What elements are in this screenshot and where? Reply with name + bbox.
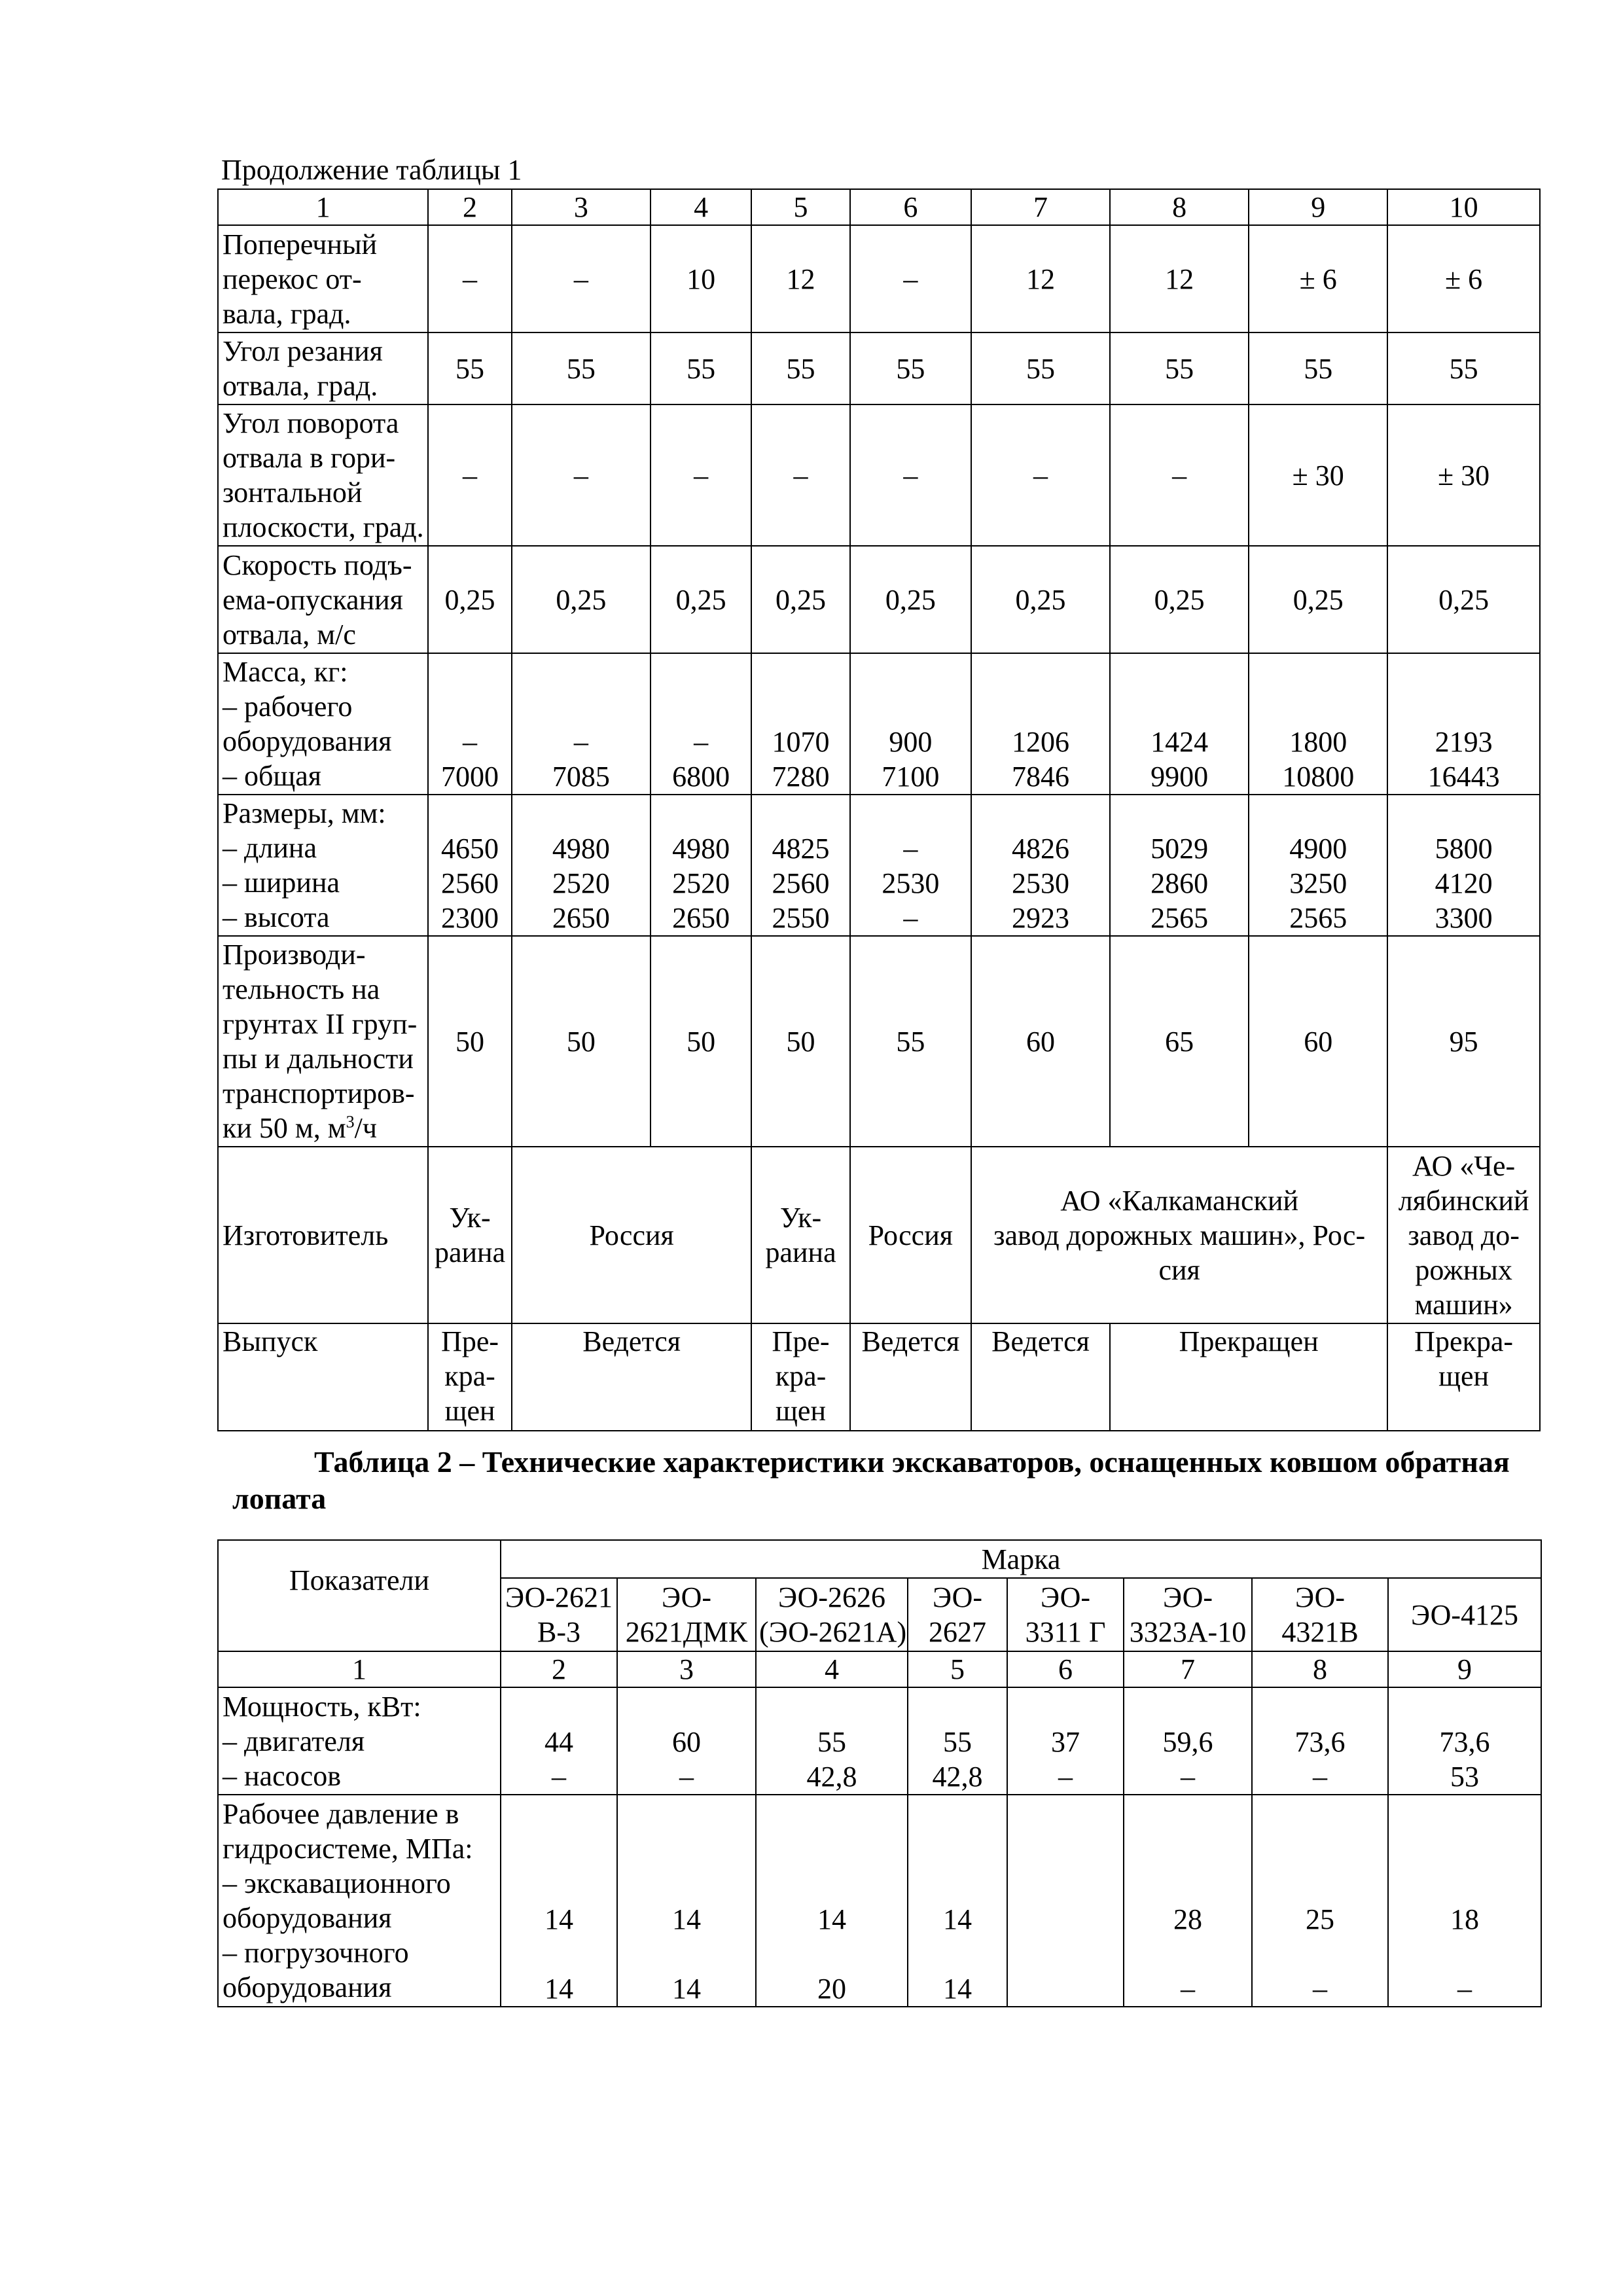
table-cell: 4900 3250 2565: [1249, 795, 1387, 936]
table-cell: – 6800: [651, 653, 751, 795]
table-cell: 4826 2530 2923: [971, 795, 1110, 936]
table-cell: Ведется: [850, 1323, 971, 1431]
model-header: ЭО- 2621ДМК: [617, 1578, 756, 1651]
table-cell: 2193 16443: [1387, 653, 1540, 795]
row-label-unit: /ч: [354, 1112, 377, 1144]
table-cell: 4650 2560 2300: [428, 795, 512, 936]
table-cell: Ведется: [512, 1323, 752, 1431]
table-cell: 4980 2520 2650: [512, 795, 651, 936]
table1-colnum: 6: [850, 189, 971, 225]
table-cell: –: [850, 225, 971, 332]
table1-row-lift-speed: [218, 546, 1540, 653]
table-cell: 0,25: [1387, 546, 1540, 653]
table2-colnum: 4: [756, 1651, 908, 1687]
row-label: Поперечный перекос от- вала, град.: [218, 225, 428, 332]
table-cell: 55 42,8: [908, 1687, 1007, 1795]
table-cell: 1800 10800: [1249, 653, 1387, 795]
table-cell: 55: [428, 332, 512, 404]
table-cell: 55: [512, 332, 651, 404]
table2-colnum: 6: [1007, 1651, 1124, 1687]
table-cell: 65: [1110, 936, 1249, 1147]
table1-colnum: 8: [1110, 189, 1249, 225]
row-label: Размеры, мм: – длина – ширина – высота: [218, 795, 428, 936]
table-cell: 12: [751, 225, 849, 332]
table-cell: 55: [1387, 332, 1540, 404]
row-label: Мощность, кВт: – двигателя – насосов: [218, 1687, 501, 1795]
table2-colnum: 8: [1252, 1651, 1388, 1687]
table-cell: 14 20: [756, 1795, 908, 2007]
row-label-text: Производи- тельность на грунтах II груп- пы и дальности транспортиров- ки 50 м, м: [223, 939, 418, 1144]
table2-marka-header: Марка: [501, 1540, 1541, 1578]
table-cell: 0,25: [751, 546, 849, 653]
table-cell: 44 –: [501, 1687, 617, 1795]
table-cell: –: [428, 225, 512, 332]
table-cell: Пре- кра- щен: [751, 1323, 849, 1431]
table-cell: 1070 7280: [751, 653, 849, 795]
table1-colnum: 5: [751, 189, 849, 225]
table-cell: Ук- раина: [428, 1147, 512, 1323]
table-cell: ± 30: [1387, 404, 1540, 546]
table1-row-turn-angle: [218, 404, 1540, 546]
table-cell: Ведется: [971, 1323, 1110, 1431]
table-cell: – 7000: [428, 653, 512, 795]
table-cell: 0,25: [512, 546, 651, 653]
table1-colnum: 10: [1387, 189, 1540, 225]
table-cell: 900 7100: [850, 653, 971, 795]
table2-header-label: Показатели: [218, 1540, 501, 1651]
table-cell: 0,25: [651, 546, 751, 653]
table-cell: 14 14: [501, 1795, 617, 2007]
table-cell: 0,25: [971, 546, 1110, 653]
table-cell: Россия: [512, 1147, 752, 1323]
table-cell: 59,6 –: [1124, 1687, 1252, 1795]
model-header: ЭО- 2627: [908, 1578, 1007, 1651]
table-cell: 55: [971, 332, 1110, 404]
model-header: ЭО- 3311 Г: [1007, 1578, 1124, 1651]
table-cell: 60: [971, 936, 1110, 1147]
table-cell: 0,25: [428, 546, 512, 653]
table-cell: 0,25: [850, 546, 971, 653]
table-cell: Ук- раина: [751, 1147, 849, 1323]
table-cell: 60: [1249, 936, 1387, 1147]
table1-row-mass: [218, 653, 1540, 795]
table1-row-skew: [218, 225, 1540, 332]
table2-colnum: 2: [501, 1651, 617, 1687]
table-cell: 14 14: [908, 1795, 1007, 2007]
table-cell: 5800 4120 3300: [1387, 795, 1540, 936]
table1-caption: Продолжение таблицы 1: [221, 154, 522, 186]
row-label: [218, 936, 428, 1147]
row-label: Скорость подъ- ема-опускания отвала, м/с: [218, 546, 428, 653]
table-cell: Прекращен: [1110, 1323, 1387, 1431]
table-cell: ± 6: [1387, 225, 1540, 332]
table2-header-row: [218, 1540, 1541, 1578]
table-cell: –: [512, 225, 651, 332]
table1-row-productivity: [218, 936, 1540, 1147]
model-header: ЭО- 4321В: [1252, 1578, 1388, 1651]
model-header: ЭО-4125: [1388, 1578, 1541, 1651]
table-cell: 95: [1387, 936, 1540, 1147]
table-cell: –: [512, 404, 651, 546]
table2-row-pressure: [218, 1795, 1541, 2007]
row-label: Угол поворота отвала в гори- зонтальной плоскости, град.: [218, 404, 428, 546]
table-cell: 28 –: [1124, 1795, 1252, 2007]
table2-colnum-row: [218, 1651, 1541, 1687]
table-cell: АО «Че- лябинский завод до- рожных машин»: [1387, 1147, 1540, 1323]
row-label: Выпуск: [218, 1323, 428, 1431]
table1-colnum: 2: [428, 189, 512, 225]
table1: [217, 188, 1541, 1431]
model-header: ЭО-2626 (ЭО-2621А): [756, 1578, 908, 1651]
table-cell: 10: [651, 225, 751, 332]
table-cell: 12: [1110, 225, 1249, 332]
table2-caption-text: Таблица 2 – Технические характеристики экскаваторов, оснащенных ковшом обратная лопата: [232, 1445, 1510, 1515]
table2-colnum: 3: [617, 1651, 756, 1687]
table-cell: 55: [751, 332, 849, 404]
table1-colnum: 3: [512, 189, 651, 225]
table-cell: 14 14: [617, 1795, 756, 2007]
table-cell: – 2530 –: [850, 795, 971, 936]
table-cell: 55: [850, 332, 971, 404]
table-cell: 18 –: [1388, 1795, 1541, 2007]
table2: [217, 1539, 1542, 2007]
table-cell: 50: [751, 936, 849, 1147]
table-cell: 60 –: [617, 1687, 756, 1795]
table-cell: АО «Калкаманский завод дорожных машин», Рос- сия: [971, 1147, 1387, 1323]
model-header: ЭО-2621 В-3: [501, 1578, 617, 1651]
table-cell: Пре- кра- щен: [428, 1323, 512, 1431]
table-cell: 73,6 –: [1252, 1687, 1388, 1795]
table1-colnum: 9: [1249, 189, 1387, 225]
table-cell: –: [1110, 404, 1249, 546]
table1-row-release: [218, 1323, 1540, 1431]
table-cell: –: [751, 404, 849, 546]
table-cell: 55 42,8: [756, 1687, 908, 1795]
table-cell: 25 –: [1252, 1795, 1388, 2007]
table-cell: 55: [651, 332, 751, 404]
table1-colnum: 7: [971, 189, 1110, 225]
table-cell: 4825 2560 2550: [751, 795, 849, 936]
table1-row-manufacturer: [218, 1147, 1540, 1323]
table-cell: –: [850, 404, 971, 546]
table-cell: 55: [1249, 332, 1387, 404]
table-cell: – 7085: [512, 653, 651, 795]
table1-colnum: 4: [651, 189, 751, 225]
table-cell: 0,25: [1249, 546, 1387, 653]
table-cell: Прекра- щен: [1387, 1323, 1540, 1431]
model-header: ЭО- 3323А-10: [1124, 1578, 1252, 1651]
table2-colnum: 1: [218, 1651, 501, 1687]
table2-caption: [232, 1444, 1541, 1517]
table2-colnum: 9: [1388, 1651, 1541, 1687]
table-cell: 5029 2860 2565: [1110, 795, 1249, 936]
table-cell: 1424 9900: [1110, 653, 1249, 795]
table-cell: 55: [850, 936, 971, 1147]
row-label: Масса, кг: – рабочего оборудования – общая: [218, 653, 428, 795]
table2-colnum: 5: [908, 1651, 1007, 1687]
table-cell: 73,6 53: [1388, 1687, 1541, 1795]
table-cell: 50: [651, 936, 751, 1147]
table2-row-power: [218, 1687, 1541, 1795]
table-cell: 50: [512, 936, 651, 1147]
table1-colnum-row: [218, 189, 1540, 225]
table-cell: Россия: [850, 1147, 971, 1323]
table1-row-dimensions: [218, 795, 1540, 936]
table-cell: 1206 7846: [971, 653, 1110, 795]
row-label: Рабочее давление в гидросистеме, МПа: – экскавационного оборудования – погрузочного оборудования: [218, 1795, 501, 2007]
table-cell: –: [651, 404, 751, 546]
table-cell: [1007, 1795, 1124, 2007]
table-cell: 50: [428, 936, 512, 1147]
row-label: Изготовитель: [218, 1147, 428, 1323]
table-cell: ± 30: [1249, 404, 1387, 546]
table1-row-cut-angle: [218, 332, 1540, 404]
table-cell: –: [428, 404, 512, 546]
table-cell: ± 6: [1249, 225, 1387, 332]
table2-colnum: 7: [1124, 1651, 1252, 1687]
table-cell: 0,25: [1110, 546, 1249, 653]
table-cell: –: [971, 404, 1110, 546]
table-cell: 12: [971, 225, 1110, 332]
table-cell: 55: [1110, 332, 1249, 404]
row-label: Угол резания отвала, град.: [218, 332, 428, 404]
table1-colnum: 1: [218, 189, 428, 225]
table-cell: 4980 2520 2650: [651, 795, 751, 936]
table-cell: 37 –: [1007, 1687, 1124, 1795]
row-label-sup: 3: [346, 1112, 355, 1132]
